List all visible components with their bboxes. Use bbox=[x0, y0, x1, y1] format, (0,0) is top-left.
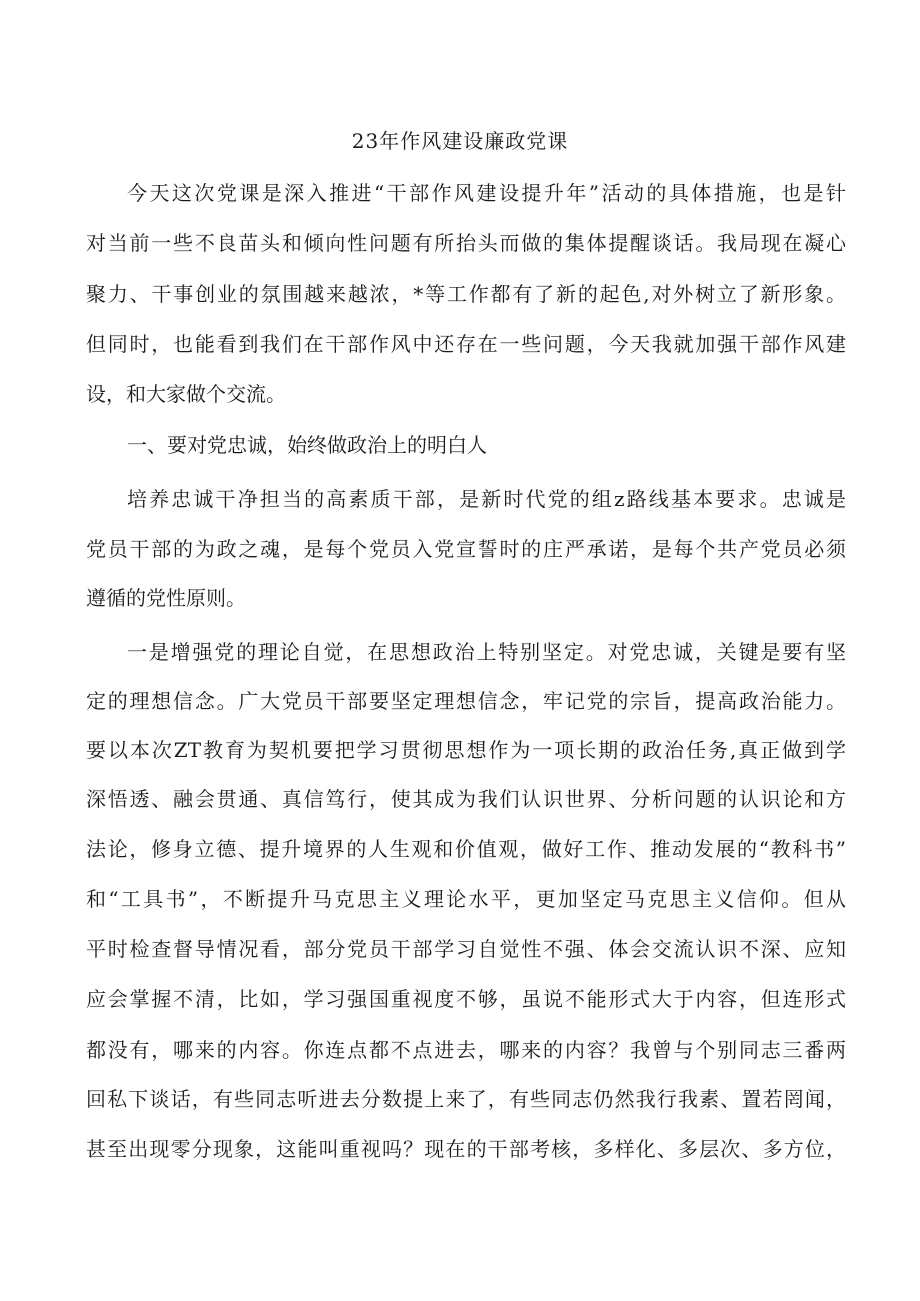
paragraph-3-line-6: 和“工具书”，不断提升马克思主义理论水平，更加坚定马克思主义信仰。但从 bbox=[86, 887, 846, 911]
section-heading-1: 一、要对党忠诚，始终做政治上的明白人 bbox=[127, 433, 487, 457]
paragraph-3-line-8: 应会掌握不清，比如，学习强国重视度不够，虽说不能形式大于内容，但连形式 bbox=[86, 987, 846, 1011]
paragraph-2-line-3: 遵循的党性原则。 bbox=[86, 586, 246, 610]
paragraph-3-line-1: 一是增强党的理论自觉，在思想政治上特别坚定。对党忠诚，关键是要有坚 bbox=[127, 640, 846, 664]
paragraph-3-line-5: 法论，修身立德、提升境界的人生观和价值观，做好工作、推动发展的“教科书” bbox=[86, 837, 846, 861]
paragraph-3-line-2: 定的理想信念。广大党员干部要坚定理想信念，牢记党的宗旨，提高政治能力。 bbox=[86, 689, 846, 713]
paragraph-2-line-1: 培养忠诚干净担当的高素质干部，是新时代党的组z路线基本要求。忠诚是 bbox=[127, 487, 846, 511]
document-title: 23年作风建设廉政党课 bbox=[351, 129, 569, 153]
paragraph-2-line-2: 党员干部的为政之魂，是每个党员入党宣誓时的庄严承诺，是每个共产党员必须 bbox=[86, 537, 846, 561]
paragraph-3-line-7: 平时检查督导情况看，部分党员干部学习自觉性不强、体会交流认识不深、应知 bbox=[86, 937, 846, 961]
paragraph-3-line-10: 回私下谈话，有些同志听进去分数提上来了，有些同志仍然我行我素、置若罔闻， bbox=[86, 1087, 846, 1111]
paragraph-1-line-1: 今天这次党课是深入推进“干部作风建设提升年”活动的具体措施，也是针 bbox=[127, 181, 846, 205]
paragraph-3-line-3: 要以本次ZT教育为契机要把学习贯彻思想作为一项长期的政治任务,真正做到学 bbox=[86, 738, 846, 762]
paragraph-3-line-4: 深悟透、融会贯通、真信笃行，使其成为我们认识世界、分析问题的认识论和方 bbox=[86, 787, 846, 811]
paragraph-1-line-5: 设，和大家做个交流。 bbox=[86, 382, 286, 406]
paragraph-1-line-2: 对当前一些不良苗头和倾向性问题有所抬头而做的集体提醒谈话。我局现在凝心 bbox=[86, 231, 846, 255]
paragraph-3-line-9: 都没有，哪来的内容。你连点都不点进去，哪来的内容？我曾与个别同志三番两 bbox=[86, 1038, 846, 1062]
paragraph-1-line-4: 但同时，也能看到我们在干部作风中还存在一些问题，今天我就加强干部作风建 bbox=[86, 332, 846, 356]
paragraph-1-line-3: 聚力、干事创业的氛围越来越浓，*等工作都有了新的起色,对外树立了新形象。 bbox=[86, 282, 846, 306]
paragraph-3-line-11: 甚至出现零分现象，这能叫重视吗？现在的干部考核，多样化、多层次、多方位， bbox=[86, 1137, 846, 1161]
